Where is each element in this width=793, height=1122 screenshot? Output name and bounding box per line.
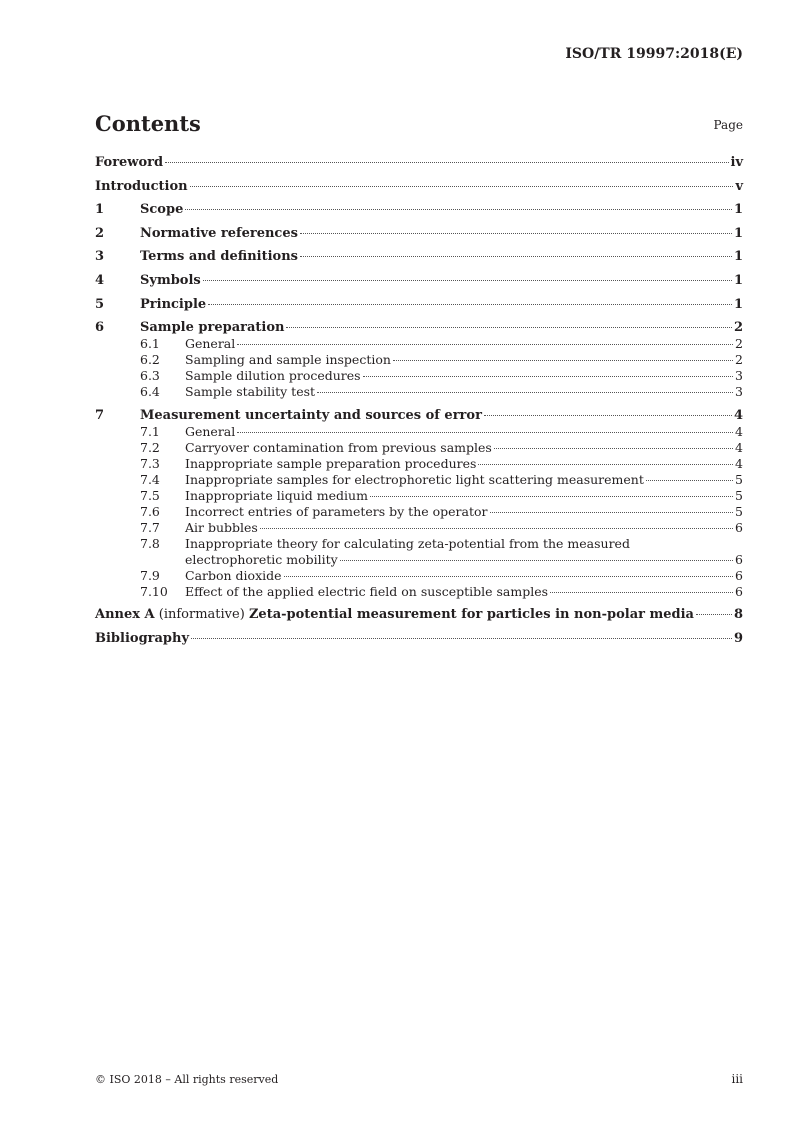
leader-dots: [237, 432, 733, 433]
toc-entry-page: 4: [735, 423, 743, 439]
toc-entry-symbols[interactable]: [95, 273, 743, 289]
toc-entry-page: 5: [735, 487, 743, 503]
toc-entry-page: 3: [735, 368, 743, 384]
toc-entry-page: 1: [733, 249, 743, 265]
annex-prefix: Annex A: [95, 607, 155, 623]
toc-entry-page: 1: [733, 202, 743, 218]
toc-entry-page: 6: [735, 583, 743, 599]
toc-entry-number: 5: [95, 296, 105, 312]
leader-dots: [478, 464, 733, 465]
toc-entry-page: v: [735, 178, 743, 194]
toc-entry-annex-a[interactable]: [95, 607, 743, 623]
toc-entry-terms-and-definitions[interactable]: [95, 249, 743, 265]
page-title: Contents: [95, 111, 201, 136]
leader-dots: [370, 496, 733, 497]
leader-dots: [550, 592, 733, 593]
toc-entry-label: Sample stability test: [185, 384, 316, 400]
leader-dots: [260, 528, 733, 529]
toc-entry-page: 6: [735, 551, 743, 567]
leader-dots: [286, 327, 731, 328]
toc-entry-label: Foreword: [95, 155, 164, 170]
toc-entry-page: 8: [733, 607, 743, 623]
toc-entry-page: 4: [735, 439, 743, 455]
toc-entry-label: Sample dilution procedures: [185, 368, 361, 384]
page-number: iii: [731, 1072, 743, 1086]
toc-subentry-7-4[interactable]: [95, 472, 743, 488]
toc-entry-sample-preparation[interactable]: [95, 320, 743, 336]
leader-dots: [190, 186, 734, 187]
toc-entry-number: 3: [95, 249, 105, 265]
toc-entry-page: iv: [730, 155, 743, 170]
toc-entry-page: 6: [735, 567, 743, 583]
toc-subentry-7-10[interactable]: [95, 584, 743, 600]
toc-entry-label: Symbols: [140, 272, 201, 288]
leader-dots: [646, 480, 733, 481]
toc-entry-number: 6.3: [140, 368, 160, 384]
leader-dots: [393, 360, 733, 361]
toc-subentry-7-8[interactable]: [95, 536, 743, 568]
toc-entry-number: 6: [95, 320, 105, 336]
toc-entry-number: 6.4: [140, 384, 160, 400]
toc-entry-page: 1: [733, 225, 743, 241]
leader-dots: [490, 512, 734, 513]
toc-subentry-7-2[interactable]: [95, 440, 743, 456]
toc-entry-number: 1: [95, 202, 105, 218]
toc-entry-label: Air bubbles: [185, 519, 258, 535]
leader-dots: [284, 576, 734, 577]
annex-type: [155, 607, 249, 623]
toc-entry-number: 7.10: [140, 583, 168, 599]
toc-entry-label-line2: electrophoretic mobility: [185, 551, 338, 567]
toc-entry-number: 7.5: [140, 487, 160, 503]
toc-entry-scope[interactable]: [95, 202, 743, 218]
leader-dots: [363, 376, 733, 377]
toc-subentry-6-4[interactable]: [95, 384, 743, 400]
toc-entry-label: Inappropriate sample preparation procedures: [185, 455, 477, 471]
toc-entry-number: 6.2: [140, 352, 160, 368]
toc-entry-normative-references[interactable]: [95, 226, 743, 242]
toc-entry-label: General: [185, 423, 236, 439]
toc-subentry-7-1[interactable]: [95, 424, 743, 440]
toc-entry-label-line1: Inappropriate theory for calculating zeta-potential from the measured: [185, 535, 630, 551]
copyright-notice: © ISO 2018 – All rights reserved: [95, 1073, 279, 1086]
toc-entry-label: Incorrect entries of parameters by the operator: [185, 503, 488, 519]
document-id-header: ISO/TR 19997:2018(E): [565, 46, 743, 62]
toc-entry-number: 7.6: [140, 503, 160, 519]
toc-entry-foreword[interactable]: [95, 155, 743, 171]
toc-entry-label: Terms and definitions: [140, 249, 298, 265]
toc-subentry-7-6[interactable]: [95, 504, 743, 520]
table-of-contents: [95, 155, 743, 655]
toc-entry-label: Carryover contamination from previous samples: [185, 439, 492, 455]
toc-entry-label: Scope: [140, 202, 184, 218]
toc-entry-label: Principle: [140, 296, 207, 312]
leader-dots: [208, 304, 732, 305]
leader-dots: [340, 560, 733, 561]
leader-dots: [300, 256, 732, 257]
toc-entry-number: 7.2: [140, 439, 160, 455]
toc-entry-label: Sampling and sample inspection: [185, 352, 391, 368]
toc-entry-principle[interactable]: [95, 297, 743, 313]
toc-entry-label: Measurement uncertainty and sources of error: [140, 407, 482, 423]
toc-entry-label: Zeta-potential measurement for particles in non-polar media: [248, 607, 694, 623]
toc-entry-number: 2: [95, 225, 105, 241]
toc-entry-page: 2: [733, 320, 743, 336]
toc-entry-page: 4: [735, 455, 743, 471]
toc-subentry-6-1[interactable]: [95, 336, 743, 352]
toc-entry-number: 7.7: [140, 519, 160, 535]
toc-entry-label: Inappropriate liquid medium: [185, 487, 368, 503]
annex-type-text: (informative): [158, 607, 245, 623]
toc-entry-number: 7: [95, 407, 105, 423]
toc-entry-page: 2: [735, 352, 743, 368]
toc-entry-page: 3: [735, 384, 743, 400]
toc-entry-measurement-uncertainty[interactable]: [95, 408, 743, 424]
toc-entry-number: 7.1: [140, 423, 160, 439]
toc-entry-number: 6.1: [140, 336, 160, 352]
toc-entry-label: Introduction: [95, 178, 188, 194]
toc-entry-page: 1: [733, 272, 743, 288]
leader-dots: [300, 233, 732, 234]
leader-dots: [237, 344, 733, 345]
toc-entry-label: Inappropriate samples for electrophoretic light scattering measurement: [185, 471, 644, 487]
toc-entry-label: Normative references: [140, 225, 298, 241]
page-column-label: Page: [713, 118, 743, 132]
leader-dots: [494, 448, 733, 449]
toc-entry-page: 2: [735, 336, 743, 352]
toc-subentry-6-3[interactable]: [95, 368, 743, 384]
leader-dots: [185, 209, 732, 210]
toc-entry-number: 4: [95, 272, 105, 288]
toc-entry-page: 1: [733, 296, 743, 312]
leader-dots: [484, 415, 732, 416]
toc-entry-number: 7.4: [140, 471, 160, 487]
leader-dots: [191, 638, 732, 639]
leader-dots: [165, 162, 728, 163]
toc-entry-number: 7.9: [140, 567, 160, 583]
toc-entry-label: Bibliography: [95, 630, 190, 646]
toc-entry-introduction[interactable]: [95, 179, 743, 195]
toc-entry-label: Carbon dioxide: [185, 567, 282, 583]
toc-subentry-7-9[interactable]: [95, 568, 743, 584]
toc-entry-page: 5: [735, 471, 743, 487]
toc-subentry-7-3[interactable]: [95, 456, 743, 472]
toc-subentry-6-2[interactable]: [95, 352, 743, 368]
leader-dots: [203, 280, 732, 281]
leader-dots: [696, 614, 732, 615]
toc-entry-number: 7.3: [140, 455, 160, 471]
toc-entry-page: 9: [733, 630, 743, 646]
toc-subentry-7-7[interactable]: [95, 520, 743, 536]
toc-entry-page: 6: [735, 519, 743, 535]
toc-entry-number: 7.8: [140, 535, 160, 551]
toc-entry-page: 5: [735, 503, 743, 519]
toc-entry-page: 4: [733, 407, 743, 423]
toc-subentry-7-5[interactable]: [95, 488, 743, 504]
leader-dots: [317, 392, 733, 393]
toc-entry-label: Effect of the applied electric field on susceptible samples: [185, 583, 549, 599]
toc-entry-label: Sample preparation: [140, 320, 285, 336]
toc-entry-label: General: [185, 336, 236, 352]
toc-entry-bibliography[interactable]: [95, 631, 743, 647]
